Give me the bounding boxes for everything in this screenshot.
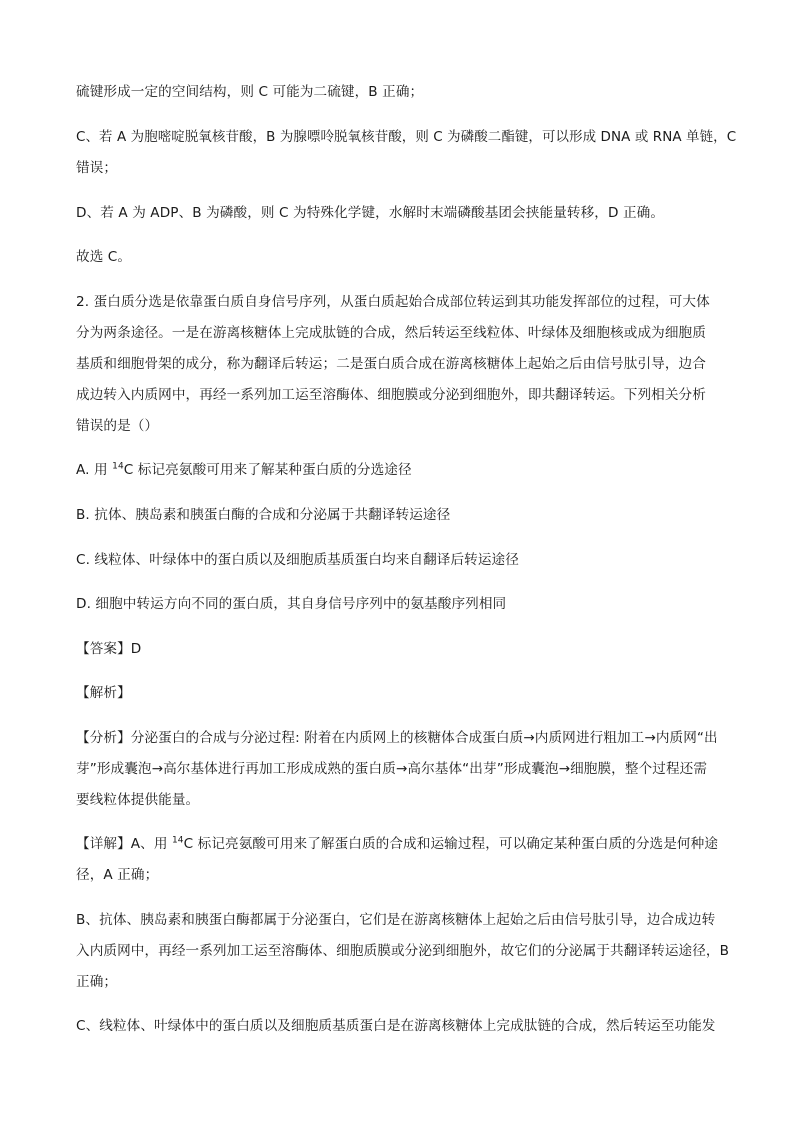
paragraph-text: 硫键形成一定的空间结构，则 C 可能为二硫键，B 正确； — [76, 84, 424, 100]
option-c: C. 线粒体、叶绿体中的蛋白质以及细胞质基质蛋白均来自翻译后转运途径 — [76, 552, 519, 568]
isotope-superscript: 14 — [171, 835, 184, 846]
option-a — [76, 461, 736, 479]
paragraph-text: 错误； — [76, 160, 118, 176]
option-a-prefix: A. 用 — [76, 462, 113, 478]
option-d: D. 细胞中转运方向不同的蛋白质，其自身信号序列中的氨基酸序列相同 — [76, 596, 507, 612]
question-stem: 分为两条途径。一是在游离核糖体上完成肽链的合成，然后转运至线粒体、叶绿体及细胞核或成为细胞质 — [76, 325, 706, 341]
question-stem: 错误的是（） — [76, 418, 159, 434]
detail-text-rest: C 标记亮氨酸可用来了解蛋白质的合成和运输过程，可以确定某种蛋白质的分选是何种途 — [183, 836, 719, 852]
detail-text: 入内质网中，再经一系列加工运至溶酶体、细胞质膜或分泌到细胞外，故它们的分泌属于共翻译转运途径，B — [76, 943, 730, 959]
paragraph-text: 故选 C。 — [76, 249, 132, 265]
isotope-superscript: 14 — [112, 461, 124, 472]
paragraph-text: D、若 A 为 ADP、B 为磷酸，则 C 为特殊化学键，水解时末端磷酸基团会挟能量转移，D 正确。 — [76, 205, 665, 221]
analysis-title: 【解析】 — [76, 685, 131, 701]
answer-label: 【答案】D — [76, 641, 142, 657]
paragraph-text: C、若 A 为胞嘧啶脱氧核苷酸，B 为腺嘌呤脱氧核苷酸，则 C 为磷酸二酯键，可以形成 DNA 或 RNA 单链，C — [76, 129, 737, 145]
option-b: B. 抗体、胰岛素和胰蛋白酶的合成和分泌属于共翻译转运途径 — [76, 507, 451, 523]
detail-text: 正确； — [76, 974, 118, 990]
option-a-text: C 标记亮氨酸可用来了解某种蛋白质的分选途径 — [123, 462, 412, 478]
detail-text: B、抗体、胰岛素和胰蛋白酶都属于分泌蛋白，它们是在游离核糖体上起始之后由信号肽引导，边合成边转 — [76, 912, 716, 928]
detail-text — [76, 835, 736, 853]
detail-text: 径，A 正确； — [76, 867, 159, 883]
question-stem: 成边转入内质网中，再经一系列加工运至溶酶体、细胞膜或分泌到细胞外，即共翻译转运。下列相关分析 — [76, 387, 706, 403]
analysis-text: 要线粒体提供能量。 — [76, 792, 200, 808]
detail-text: C、线粒体、叶绿体中的蛋白质以及细胞质基质蛋白是在游离核糖体上完成肽链的合成，然后转运至功能发 — [76, 1018, 716, 1034]
detail-prefix: 【详解】A、用 — [76, 836, 172, 852]
analysis-text: 【分析】分泌蛋白的合成与分泌过程: 附着在内质网上的核糖体合成蛋白质→内质网进行粗加工→内质网“出 — [76, 730, 718, 746]
question-stem: 2. 蛋白质分选是依靠蛋白质自身信号序列，从蛋白质起始合成部位转运到其功能发挥部位的过程，可大体 — [76, 294, 710, 310]
analysis-text: 芽”形成囊泡→高尔基体进行再加工形成成熟的蛋白质→高尔基体“出芽”形成囊泡→细胞膜，整个过程还需 — [76, 761, 708, 777]
question-stem: 基质和细胞骨架的成分，称为翻译后转运；二是蛋白质合成在游离核糖体上起始之后由信号肽引导，边合 — [76, 356, 706, 372]
